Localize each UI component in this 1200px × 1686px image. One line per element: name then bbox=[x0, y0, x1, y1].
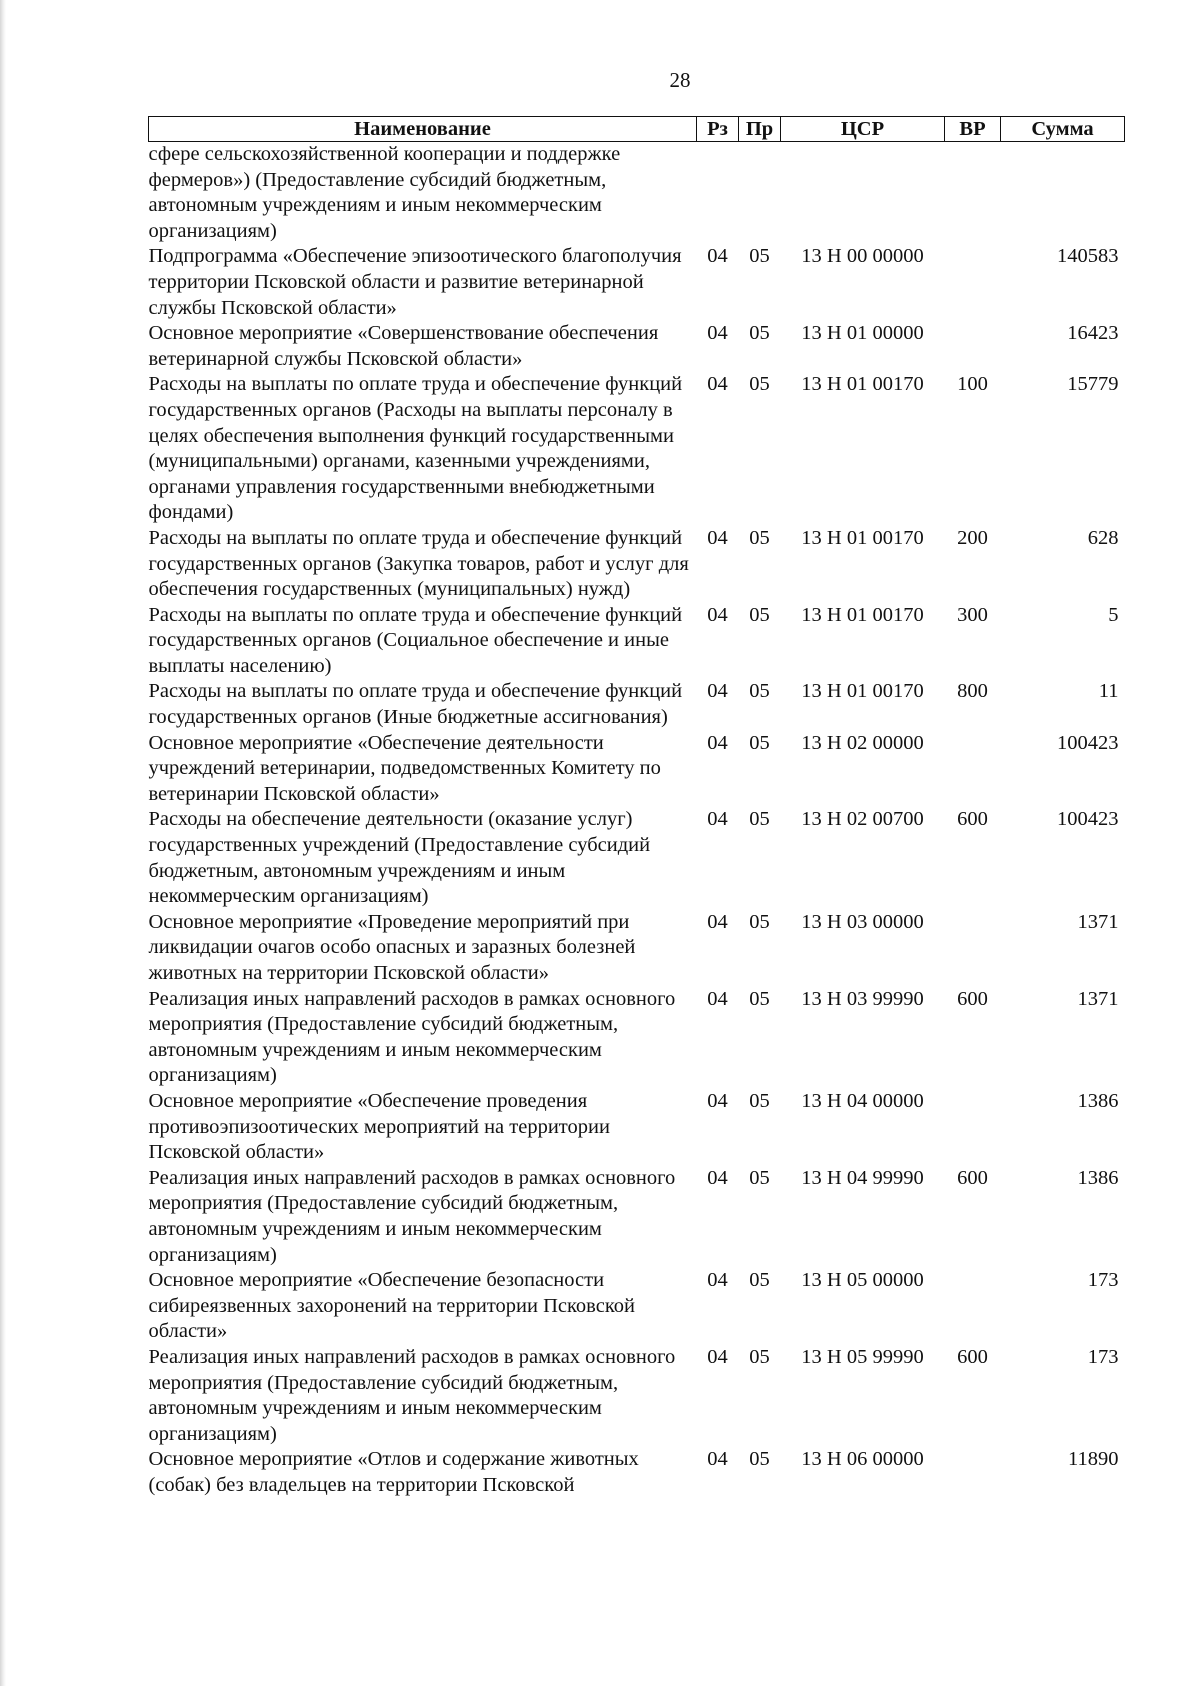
cell-pr: 05 bbox=[749, 808, 770, 831]
cell-name: Расходы на выплаты по оплате труда и обеспечение функций государственных органов (Социальное обеспечение и иные выплаты населению) bbox=[148, 603, 683, 677]
cell-sum: 100423 bbox=[1057, 731, 1119, 754]
cell-rz: 04 bbox=[707, 245, 728, 268]
cell-pr: 05 bbox=[749, 526, 770, 549]
cell-rz: 04 bbox=[707, 603, 728, 626]
cell-vr: 600 bbox=[957, 987, 988, 1010]
cell-vr: 800 bbox=[957, 680, 988, 703]
table-row bbox=[149, 1345, 1125, 1447]
table-row bbox=[149, 731, 1125, 808]
cell-vr: 100 bbox=[957, 373, 988, 396]
cell-sum: 1386 bbox=[1077, 1089, 1119, 1112]
cell-csr: 13 Н 02 00700 bbox=[801, 808, 924, 831]
table-row bbox=[149, 1089, 1125, 1166]
cell-name: Расходы на выплаты по оплате труда и обеспечение функций государственных органов (Иные бюджетные ассигнования) bbox=[148, 680, 683, 729]
table-row bbox=[149, 244, 1125, 321]
cell-rz: 04 bbox=[707, 1089, 728, 1112]
budget-table bbox=[148, 116, 1125, 1498]
cell-name: Подпрограмма «Обеспечение эпизоотического благополучия территории Псковской области и развитие ветеринарной службы Псковской области» bbox=[148, 245, 682, 319]
cell-vr bbox=[945, 1268, 1001, 1345]
table-row bbox=[149, 910, 1125, 987]
cell-name: Расходы на обеспечение деятельности (оказание услуг) государственных учреждений (Предоставление субсидий бюджетным, автономным учреждениям и иным некоммерческим организациям) bbox=[148, 808, 651, 908]
cell-sum: 1371 bbox=[1077, 987, 1119, 1010]
cell-csr: 13 Н 01 00170 bbox=[801, 373, 924, 396]
cell-vr bbox=[945, 731, 1001, 808]
cell-csr: 13 Н 01 00000 bbox=[801, 322, 924, 345]
cell-pr: 05 bbox=[749, 680, 770, 703]
cell-rz: 04 bbox=[707, 373, 728, 396]
cell-sum: 11890 bbox=[1068, 1448, 1119, 1471]
scan-edge bbox=[0, 0, 6, 1686]
cell-vr: 600 bbox=[957, 1166, 988, 1189]
cell-csr: 13 Н 01 00170 bbox=[801, 680, 924, 703]
cell-vr: 600 bbox=[957, 1345, 988, 1368]
table-header bbox=[149, 117, 1125, 142]
cell-sum: 1371 bbox=[1077, 910, 1119, 933]
cell-vr bbox=[945, 321, 1001, 372]
table-row bbox=[149, 1447, 1125, 1498]
table-row bbox=[149, 1268, 1125, 1345]
table-row bbox=[149, 1166, 1125, 1268]
cell-pr: 05 bbox=[749, 1345, 770, 1368]
cell-name: Реализация иных направлений расходов в рамках основного мероприятия (Предоставление субсидий бюджетным, автономным учреждениям и иным некоммерческим организациям) bbox=[148, 1166, 676, 1266]
cell-pr: 05 bbox=[749, 1269, 770, 1292]
cell-csr: 13 Н 03 00000 bbox=[801, 910, 924, 933]
cell-pr bbox=[739, 142, 781, 245]
table-row bbox=[149, 807, 1125, 909]
cell-pr: 05 bbox=[749, 322, 770, 345]
cell-csr: 13 Н 01 00170 bbox=[801, 603, 924, 626]
table-row bbox=[149, 603, 1125, 680]
header-csr: ЦСР bbox=[781, 117, 945, 142]
cell-vr bbox=[945, 910, 1001, 987]
cell-rz: 04 bbox=[707, 731, 728, 754]
table-row bbox=[149, 321, 1125, 372]
cell-name: Основное мероприятие «Совершенствование обеспечения ветеринарной службы Псковской области» bbox=[148, 322, 659, 370]
cell-rz: 04 bbox=[707, 910, 728, 933]
cell-name: Основное мероприятие «Обеспечение безопасности сибиреязвенных захоронений на территории Псковской области» bbox=[148, 1269, 635, 1343]
cell-name: Реализация иных направлений расходов в рамках основного мероприятия (Предоставление субсидий бюджетным, автономным учреждениям и иным некоммерческим организациям) bbox=[148, 1345, 676, 1445]
cell-sum bbox=[1001, 142, 1125, 245]
cell-name: Расходы на выплаты по оплате труда и обеспечение функций государственных органов (Расходы на выплаты персоналу в целях обеспечения выполнения функций государственными (муниципальными) органами, казенными учреждениями, органами управления государственными внебюджетными фондами) bbox=[148, 373, 683, 524]
cell-rz: 04 bbox=[707, 808, 728, 831]
cell-sum: 173 bbox=[1087, 1345, 1119, 1368]
table-row bbox=[149, 987, 1125, 1089]
table-row bbox=[149, 526, 1125, 603]
cell-pr: 05 bbox=[749, 603, 770, 626]
cell-rz: 04 bbox=[707, 322, 728, 345]
cell-csr: 13 Н 05 00000 bbox=[801, 1269, 924, 1292]
cell-name: Основное мероприятие «Проведение мероприятий при ликвидации очагов особо опасных и заразных болезней животных на территории Псковской области» bbox=[148, 910, 636, 984]
table-body bbox=[149, 142, 1125, 1499]
header-vr: ВР bbox=[945, 117, 1001, 142]
cell-sum: 5 bbox=[1108, 603, 1119, 626]
cell-csr: 13 Н 04 00000 bbox=[801, 1089, 924, 1112]
cell-csr: 13 Н 03 99990 bbox=[801, 987, 924, 1010]
cell-name: Основное мероприятие «Отлов и содержание животных (собак) без владельцев на территории Псковской bbox=[148, 1448, 639, 1496]
header-rz: Рз bbox=[697, 117, 739, 142]
cell-csr: 13 Н 01 00170 bbox=[801, 526, 924, 549]
cell-rz: 04 bbox=[707, 526, 728, 549]
cell-pr: 05 bbox=[749, 1448, 770, 1471]
cell-vr bbox=[945, 142, 1001, 245]
cell-name: сфере сельскохозяйственной кооперации и поддержке фермеров») (Предоставление субсидий бюджетным, автономным учреждениям и иным некоммерческим организациям) bbox=[148, 143, 621, 242]
cell-pr: 05 bbox=[749, 373, 770, 396]
table-row bbox=[149, 679, 1125, 730]
cell-rz bbox=[697, 142, 739, 245]
cell-vr: 200 bbox=[957, 526, 988, 549]
cell-name: Реализация иных направлений расходов в рамках основного мероприятия (Предоставление субсидий бюджетным, автономным учреждениям и иным некоммерческим организациям) bbox=[148, 987, 676, 1087]
page-number: 28 bbox=[669, 68, 691, 92]
cell-csr: 13 Н 06 00000 bbox=[801, 1448, 924, 1471]
cell-rz: 04 bbox=[707, 680, 728, 703]
cell-name: Основное мероприятие «Обеспечение проведения противоэпизоотических мероприятий на территории Псковской области» bbox=[148, 1089, 610, 1164]
cell-rz: 04 bbox=[707, 1448, 728, 1471]
cell-sum: 173 bbox=[1087, 1269, 1119, 1292]
cell-rz: 04 bbox=[707, 1345, 728, 1368]
cell-vr: 300 bbox=[957, 603, 988, 626]
cell-csr: 13 Н 02 00000 bbox=[801, 731, 924, 754]
cell-name: Основное мероприятие «Обеспечение деятельности учреждений ветеринарии, подведомственных Комитету по ветеринарии Псковской области» bbox=[148, 731, 661, 805]
cell-pr: 05 bbox=[749, 731, 770, 754]
table-row bbox=[149, 142, 1125, 245]
cell-csr bbox=[781, 142, 945, 245]
cell-vr bbox=[945, 244, 1001, 321]
cell-sum: 16423 bbox=[1067, 322, 1119, 345]
header-row bbox=[149, 117, 1125, 142]
cell-pr: 05 bbox=[749, 910, 770, 933]
header-pr: Пр bbox=[739, 117, 781, 142]
cell-pr: 05 bbox=[749, 1089, 770, 1112]
cell-vr bbox=[945, 1089, 1001, 1166]
cell-csr: 13 Н 00 00000 bbox=[801, 245, 924, 268]
cell-rz: 04 bbox=[707, 1166, 728, 1189]
cell-sum: 11 bbox=[1098, 680, 1119, 703]
header-sum: Сумма bbox=[1001, 117, 1125, 142]
cell-pr: 05 bbox=[749, 245, 770, 268]
cell-name: Расходы на выплаты по оплате труда и обеспечение функций государственных органов (Закупка товаров, работ и услуг для обеспечения государственных (муниципальных) нужд) bbox=[148, 526, 689, 601]
table-row bbox=[149, 372, 1125, 526]
cell-rz: 04 bbox=[707, 987, 728, 1010]
cell-pr: 05 bbox=[749, 1166, 770, 1189]
cell-sum: 1386 bbox=[1077, 1166, 1119, 1189]
cell-sum: 15779 bbox=[1067, 373, 1119, 396]
cell-sum: 140583 bbox=[1057, 245, 1119, 268]
cell-csr: 13 Н 05 99990 bbox=[801, 1345, 924, 1368]
cell-vr: 600 bbox=[957, 808, 988, 831]
cell-pr: 05 bbox=[749, 987, 770, 1010]
cell-vr bbox=[945, 1447, 1001, 1498]
header-name: Наименование bbox=[149, 117, 697, 142]
cell-rz: 04 bbox=[707, 1269, 728, 1292]
cell-csr: 13 Н 04 99990 bbox=[801, 1166, 924, 1189]
cell-sum: 628 bbox=[1087, 526, 1119, 549]
cell-sum: 100423 bbox=[1057, 808, 1119, 831]
